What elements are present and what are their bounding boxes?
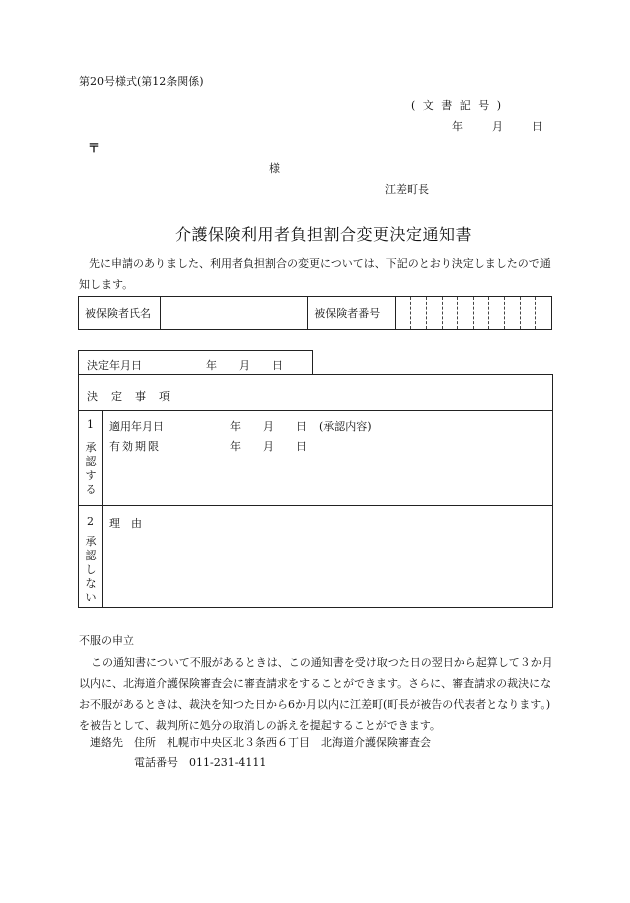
divider: [79, 505, 552, 506]
appeal-body: この通知書について不服があるときは、この通知書を受け取つた日の翌日から起算して３か月以内に、北海道介護保険審査会に審査請求をすることができます。さらに、審査請求の裁決になお不服があるときは、裁決を知つた日から6か月以内に江差町(町長が被告の代表者となります。)を被告として、裁判所に処分の取消しの訴えを提起することができます。: [79, 656, 553, 732]
issue-date: [452, 118, 543, 134]
validity-value[interactable]: 年 月 日: [230, 440, 307, 453]
contact-phone: 電話番号 011-231-4111: [134, 756, 267, 769]
intro-paragraph: 先に申請のありました、利用者負担割合の変更については、下記のとおり決定しましたので通知します。: [79, 257, 551, 291]
insured-number-digit[interactable]: [520, 297, 536, 330]
postal-mark: 〒: [88, 141, 101, 155]
divider: [102, 410, 103, 607]
insured-number-digit[interactable]: [458, 297, 474, 330]
divider: [79, 410, 552, 411]
reject-number: 2: [87, 515, 94, 528]
reason-label: 理 由: [109, 517, 142, 530]
document-number: ( 文 書 記 号 ): [411, 99, 504, 112]
insured-number-digit[interactable]: [411, 297, 427, 330]
form-number: 第20号様式(第12条関係): [79, 75, 204, 88]
issue-date-month: 月: [492, 120, 503, 133]
approve-number: 1: [87, 418, 94, 431]
insured-name-label: 被保険者氏名: [79, 297, 161, 330]
validity-label: 有効期限: [109, 440, 161, 453]
decision-section-title: 決 定 事 項: [87, 390, 171, 403]
decision-box: [78, 374, 553, 608]
insured-name-field[interactable]: [160, 297, 308, 330]
contact-address: 連絡先 住所 札幌市中央区北３条西６丁目 北海道介護保険審査会: [90, 736, 431, 749]
insured-number-digit[interactable]: [505, 297, 521, 330]
issue-date-year: 年: [452, 120, 463, 133]
approve-vertical-label: 承認する: [85, 441, 97, 496]
appeal-title: 不服の申立: [79, 634, 134, 647]
approval-content-label: (承認内容): [319, 420, 372, 433]
issuer-name: 江差町長: [385, 183, 429, 196]
document-title: 介護保険利用者負担割合変更決定通知書: [175, 225, 473, 244]
apply-date-label: 適用年月日: [109, 420, 164, 433]
decision-date-label: 決定年月日: [87, 359, 142, 372]
insured-number-digit[interactable]: [395, 297, 411, 330]
insured-number-label: 被保険者番号: [308, 297, 395, 330]
insured-number-digit[interactable]: [426, 297, 442, 330]
recipient-suffix: 様: [269, 162, 280, 175]
insured-number-digit[interactable]: [442, 297, 458, 330]
insured-table: [78, 296, 552, 330]
apply-date-value[interactable]: 年 月 日: [230, 420, 307, 433]
insured-number-digit[interactable]: [536, 297, 552, 330]
decision-date-box: [78, 350, 313, 375]
decision-date-value[interactable]: 年 月 日: [206, 359, 283, 372]
insured-number-digit[interactable]: [489, 297, 505, 330]
issue-date-day: 日: [532, 120, 543, 133]
insured-number-digit[interactable]: [473, 297, 489, 330]
reject-vertical-label: 承認しない: [85, 535, 97, 604]
